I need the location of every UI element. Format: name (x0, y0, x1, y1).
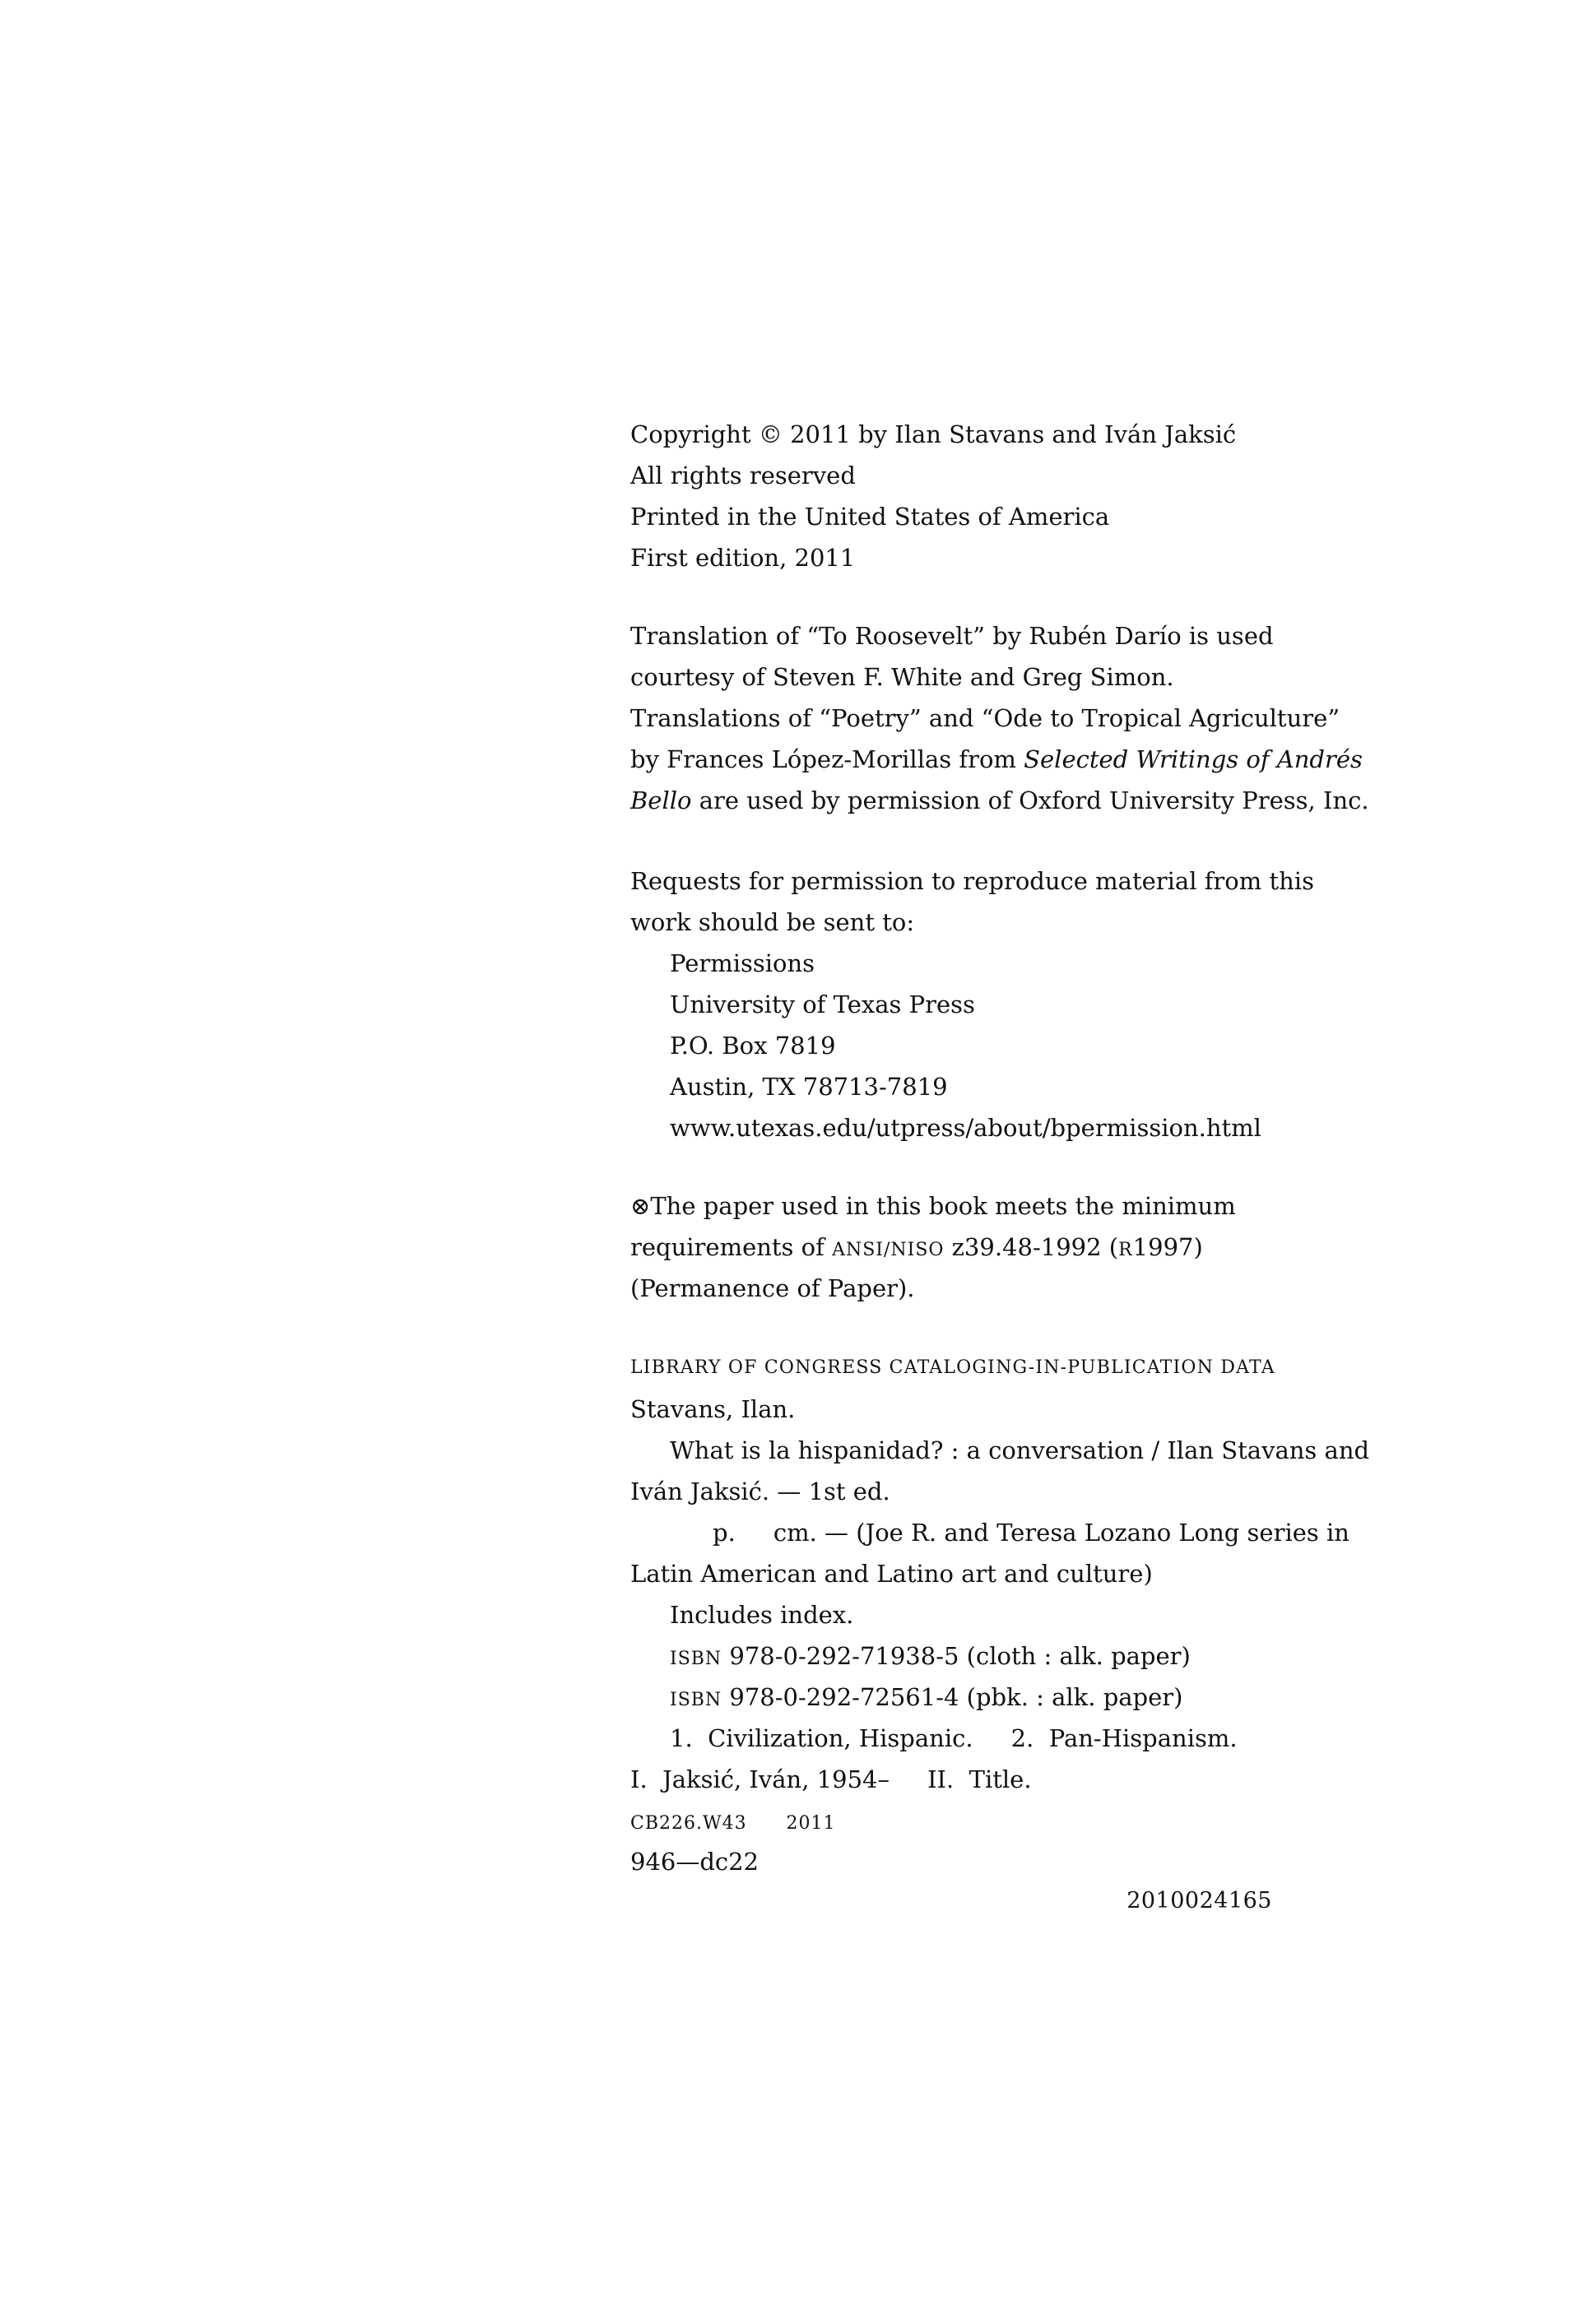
paper-line-2-pre: requirements of (630, 1233, 833, 1261)
cip-heading: LIBRARY OF CONGRESS CATALOGING-IN-PUBLICATION DATA (630, 1357, 1275, 1378)
permissions-line-2: work should be sent to: (630, 908, 915, 936)
edition-line: First edition, 2011 (630, 544, 856, 572)
cip-physical-2: Latin American and Latino art and culture) (630, 1560, 1153, 1588)
cip-title-1: What is la hispanidad? : a conversation / Ilan Stavans and (670, 1436, 1370, 1464)
reaffirm-r: R (1118, 1240, 1133, 1260)
recycled-paper-icon: ⊗ (630, 1192, 651, 1220)
cip-block (630, 1348, 1370, 1882)
translation-line-1: Translation of “To Roosevelt” by Rubén Darío is used (630, 622, 1274, 650)
paper-line-1 (630, 1185, 1289, 1227)
cip-added-entries: I. Jaksić, Iván, 1954– II. Title. (630, 1765, 1032, 1793)
cip-title-2: Iván Jaksić. — 1st ed. (630, 1477, 890, 1505)
translation-line-5-text: are used by permission of Oxford University Press, Inc. (691, 786, 1369, 814)
ansi-niso: ANSI/NISO (832, 1240, 945, 1260)
paper-block (630, 1185, 1289, 1309)
paper-line-2 (630, 1227, 1289, 1268)
standard-number: z39.48-1992 ( (944, 1233, 1119, 1261)
cip-lc-call (630, 1800, 1289, 1841)
permissions-line-1: Requests for permission to reproduce material from this (630, 867, 1314, 895)
paper-line-3: (Permanence of Paper). (630, 1274, 915, 1302)
translations-block (630, 615, 1369, 821)
cip-isbn-1 (630, 1635, 1289, 1677)
isbn-label: ISBN (670, 1690, 722, 1710)
cip-author: Stavans, Ilan. (630, 1395, 796, 1423)
cip-physical-1: p. cm. — (Joe R. and Teresa Lozano Long series in (713, 1519, 1349, 1547)
copyright-line: Copyright © 2011 by Ilan Stavans and Iván Jaksić (630, 420, 1237, 448)
address-line: University of Texas Press (670, 990, 975, 1018)
book-title-part-2: Bello (630, 786, 692, 814)
cip-index: Includes index. (670, 1601, 854, 1629)
translation-line-3: Translations of “Poetry” and “Ode to Tropical Agriculture” (630, 704, 1340, 732)
reaffirm-year: 1997) (1132, 1233, 1203, 1261)
permissions-block (630, 860, 1314, 1148)
translation-line-4 (630, 739, 1363, 780)
isbn-paperback: 978-0-292-72561-4 (pbk. : alk. paper) (722, 1683, 1183, 1711)
rights-line: All rights reserved (630, 462, 856, 489)
isbn-label: ISBN (670, 1649, 722, 1669)
translation-line-5 (630, 780, 1369, 821)
paper-line-1-text: The paper used in this book meets the minimum (650, 1192, 1236, 1220)
cip-subjects: 1. Civilization, Hispanic. 2. Pan-Hispanism. (670, 1724, 1238, 1752)
printed-line: Printed in the United States of America (630, 503, 1110, 531)
translation-line-4-text: by Frances López-Morillas from (630, 745, 1024, 773)
permissions-url: www.utexas.edu/utpress/about/bpermission.html (670, 1114, 1261, 1142)
copyright-block (630, 414, 1289, 578)
address-line: Permissions (670, 949, 815, 977)
address-line: Austin, TX 78713-7819 (670, 1073, 948, 1101)
cip-dewey: 946—dc22 (630, 1848, 759, 1876)
lccn: 2010024165 (1126, 1888, 1272, 1913)
book-title-part-1: Selected Writings of Andrés (1024, 745, 1363, 773)
translation-line-2: courtesy of Steven F. White and Greg Simon. (630, 663, 1174, 691)
cip-isbn-2 (630, 1677, 1289, 1718)
lc-call-number: CB226.W43 2011 (630, 1813, 836, 1834)
isbn-cloth: 978-0-292-71938-5 (cloth : alk. paper) (722, 1642, 1191, 1670)
address-line: P.O. Box 7819 (670, 1032, 836, 1060)
